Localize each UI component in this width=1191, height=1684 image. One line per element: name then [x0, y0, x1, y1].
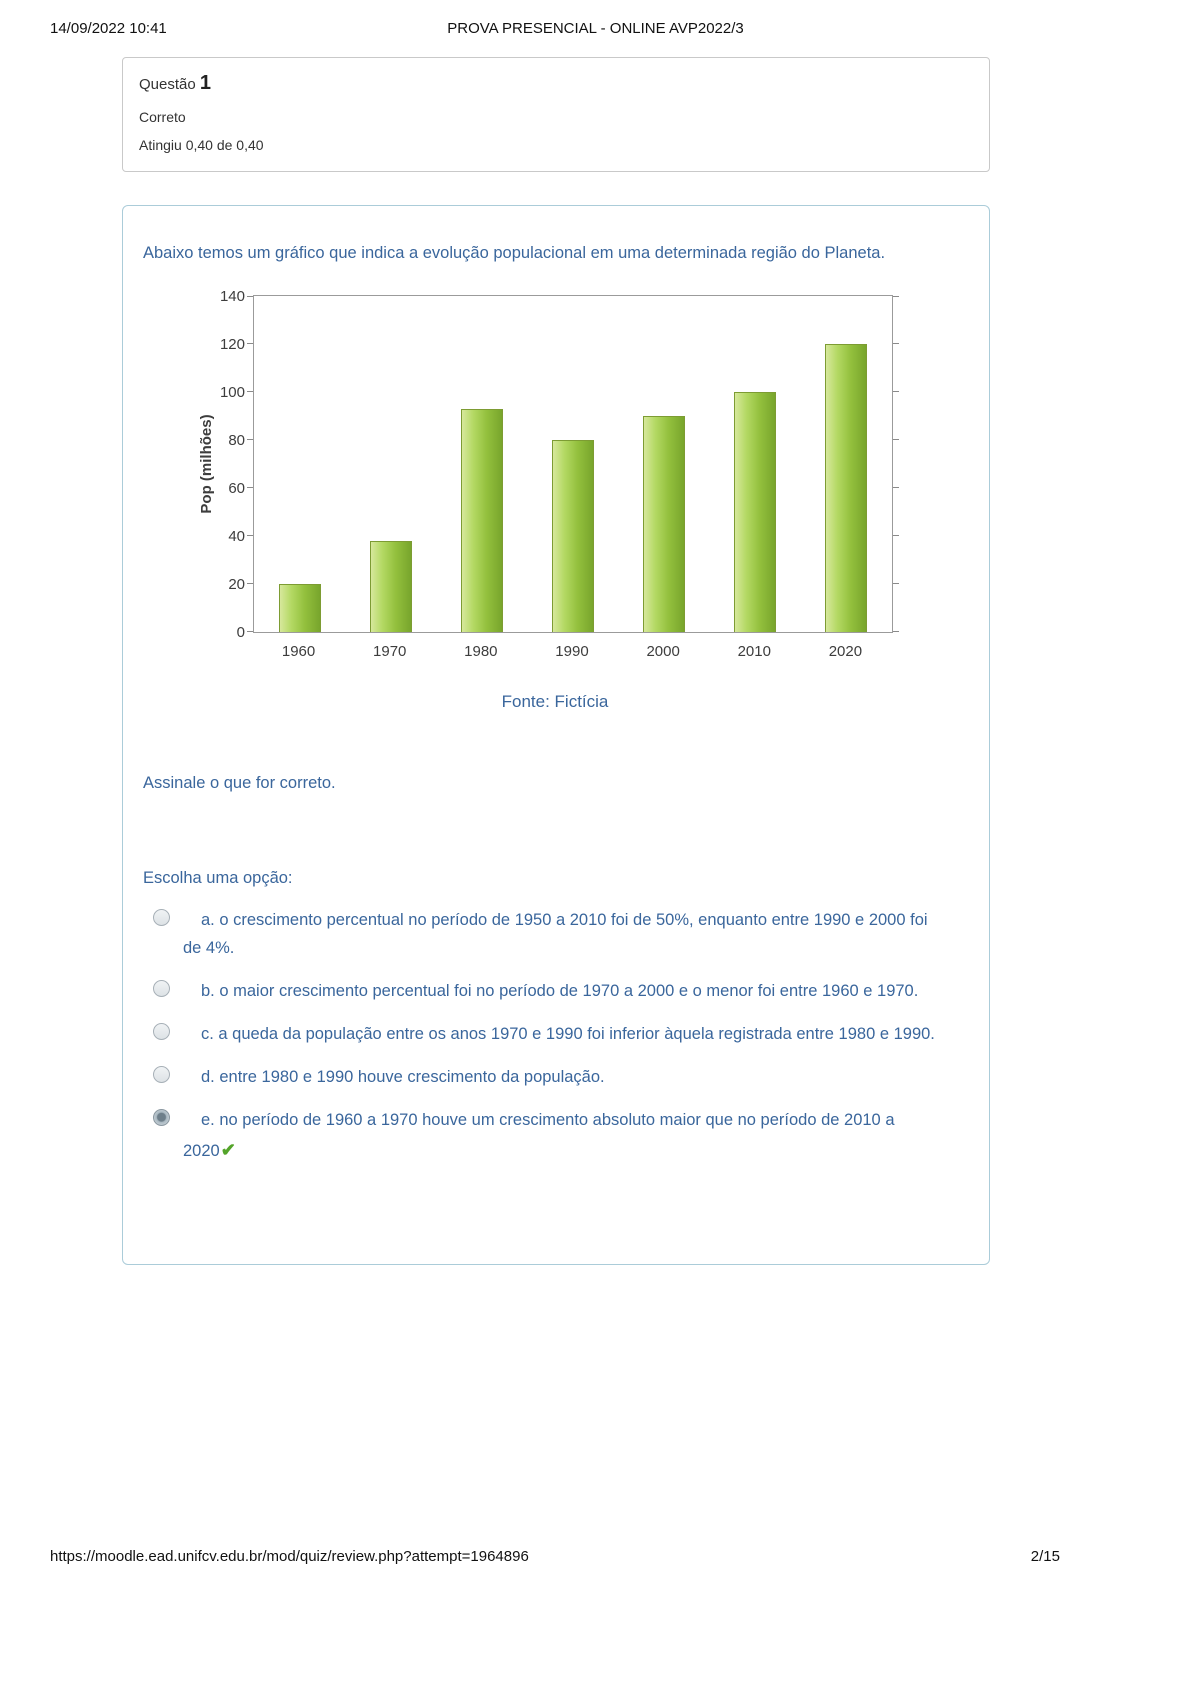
axis-tick [893, 487, 899, 488]
radio-button-b[interactable] [153, 980, 170, 997]
page-url: https://moodle.ead.unifcv.edu.br/mod/quiz/review.php?attempt=1964896 [50, 1548, 529, 1565]
answer-option-e[interactable] [143, 1106, 967, 1165]
chart-source: Fonte: Fictícia [501, 692, 609, 712]
radio-button-d[interactable] [153, 1066, 170, 1083]
axis-tick [893, 391, 899, 392]
question-number-row [139, 72, 973, 95]
bar-1960 [279, 584, 321, 632]
population-chart [198, 288, 913, 661]
exam-title: PROVA PRESENCIAL - ONLINE AVP2022/3 [447, 20, 744, 37]
option-text-a: a. o crescimento percentual no período de 1950 a 2010 foi de 50%, enquanto entre 1990 e 2000 foi de 4%. [183, 911, 928, 958]
axis-tick [247, 535, 253, 536]
x-tick-label: 2000 [646, 643, 680, 661]
question-label: Questão [139, 76, 196, 93]
x-tick-label: 1960 [281, 643, 316, 661]
chart-area [198, 288, 893, 642]
axis-tick [247, 439, 253, 440]
question-status: Correto [139, 109, 186, 125]
answer-option-c[interactable] [143, 1020, 967, 1048]
bar-2010 [734, 392, 776, 632]
y-tick-label: 140 [219, 288, 245, 306]
axis-tick [893, 631, 899, 632]
y-tick-label: 100 [219, 384, 245, 402]
question-number: 1 [199, 72, 212, 94]
radio-button-e[interactable] [153, 1109, 170, 1126]
question-intro: Abaixo temos um gráfico que indica a evolução populacional em uma determinada região do Planeta. [143, 244, 886, 262]
bar-2000 [643, 416, 685, 632]
option-text-e: e. no período de 1960 a 1970 houve um crescimento absoluto maior que no período de 2010 a 2020✔ [183, 1111, 895, 1160]
question-info-box [122, 57, 990, 172]
answer-options [143, 906, 967, 1165]
y-axis-title: Pop (milhões) [198, 414, 216, 514]
answer-option-a[interactable] [143, 906, 967, 962]
print-datetime: 14/09/2022 10:41 [50, 20, 167, 37]
x-tick-label: 2010 [737, 643, 771, 661]
bar-1980 [461, 409, 503, 632]
choose-option-label: Escolha uma opção: [143, 869, 293, 888]
option-text-c: c. a queda da população entre os anos 1970 e 1990 foi inferior àquela registrada entre 1980 e 1990. [201, 1025, 935, 1044]
option-text-d: d. entre 1980 e 1990 houve crescimento da população. [201, 1068, 605, 1087]
answer-option-b[interactable] [143, 977, 967, 1005]
question-grade: Atingiu 0,40 de 0,40 [139, 137, 264, 153]
axis-tick [893, 439, 899, 440]
x-tick-label: 1970 [373, 643, 407, 661]
y-tick-label: 80 [228, 432, 245, 450]
print-header [0, 20, 1191, 42]
question-box [122, 205, 990, 1265]
y-tick-label: 0 [236, 624, 245, 642]
axis-tick [247, 583, 253, 584]
bar-1970 [370, 541, 412, 632]
answer-option-d[interactable] [143, 1063, 967, 1091]
bar-1990 [552, 440, 594, 632]
axis-tick [893, 583, 899, 584]
axis-tick [247, 631, 253, 632]
bar-2020 [825, 344, 867, 632]
page-number: 2/15 [1030, 1548, 1060, 1565]
radio-button-c[interactable] [153, 1023, 170, 1040]
axis-tick [247, 391, 253, 392]
chart-plot [253, 295, 893, 633]
y-tick-label: 120 [219, 336, 245, 354]
axis-tick [893, 535, 899, 536]
chart-x-labels [253, 643, 893, 660]
axis-tick [893, 343, 899, 344]
axis-tick [247, 487, 253, 488]
axis-tick [247, 343, 253, 344]
x-tick-label: 2020 [828, 643, 863, 661]
question-prompt: Assinale o que for correto. [143, 774, 336, 793]
axis-tick [893, 296, 899, 297]
chart-y-labels [203, 288, 245, 642]
option-text-b: b. o maior crescimento percentual foi no período de 1970 a 2000 e o menor foi entre 1960 e 1970. [201, 982, 919, 1001]
y-tick-label: 40 [228, 528, 245, 546]
x-tick-label: 1980 [464, 643, 498, 661]
x-tick-label: 1990 [555, 643, 589, 661]
radio-button-a[interactable] [153, 909, 170, 926]
correct-check-icon: ✔ [220, 1139, 236, 1160]
y-tick-label: 20 [228, 576, 245, 594]
y-tick-label: 60 [228, 480, 245, 498]
axis-tick [247, 296, 253, 297]
